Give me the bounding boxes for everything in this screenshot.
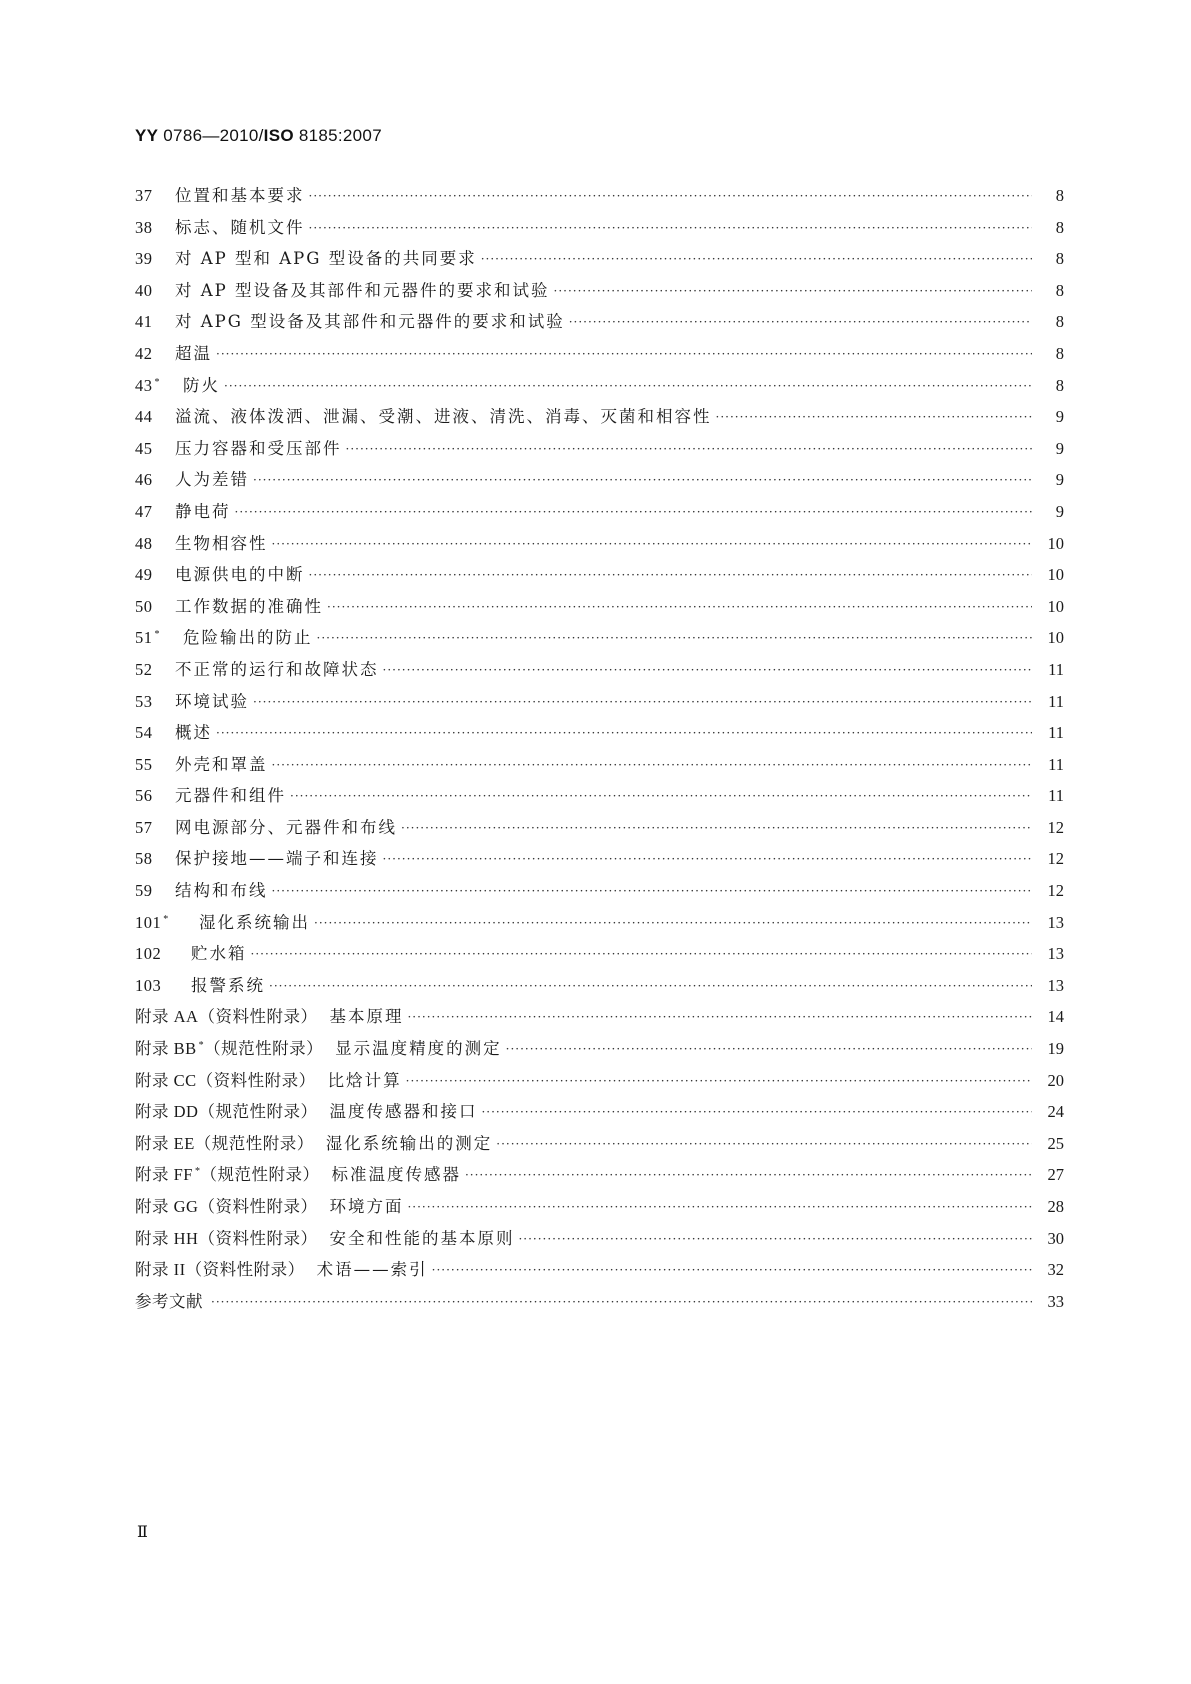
standard-code: 0786—2010/: [158, 126, 264, 145]
toc-entry-modified-marker: *: [154, 629, 160, 641]
toc-entry-number: [135, 1256, 309, 1280]
toc-leader-dots: [309, 568, 1033, 582]
toc-entry-number-text: 40: [135, 280, 153, 300]
toc-entry-number-text: 59: [135, 881, 153, 901]
toc-entry-number: [135, 218, 175, 238]
toc-entry-page: 25: [1047, 1133, 1064, 1153]
toc-entry-number-text: 39: [135, 249, 153, 269]
toc-entry-number-text: 103: [135, 975, 162, 995]
toc-entry-page: 13: [1047, 944, 1064, 964]
toc-entry-number: [135, 312, 175, 332]
toc-entry-number-text: 46: [135, 470, 153, 490]
toc-entry-number-text: 附录 FF: [135, 1165, 193, 1185]
toc-entry-title: 危险输出的防止: [183, 628, 313, 648]
toc-entry-number: [135, 1130, 318, 1154]
toc-leader-dots: [569, 315, 1032, 329]
standard-prefix: YY: [135, 126, 159, 145]
toc-entry-number-text: 45: [135, 438, 153, 458]
toc-entry[interactable]: [135, 403, 1064, 435]
toc-entry[interactable]: [135, 1003, 1064, 1035]
toc-leader-dots: [290, 789, 1032, 803]
toc-leader-dots: [251, 947, 1033, 961]
toc-entry-number: [135, 344, 175, 364]
toc-entry-title: 对 AP 型设备及其部件和元器件的要求和试验: [175, 280, 550, 300]
toc-entry-title: 静电荷: [175, 501, 231, 521]
toc-entry-title: 基本原理: [329, 1007, 404, 1027]
toc-entry[interactable]: [135, 877, 1064, 909]
toc-entry-annex-type: （规范性附录）: [204, 1039, 324, 1059]
toc-entry-number: [135, 470, 175, 490]
toc-entry-page: 8: [1055, 217, 1064, 237]
toc-entry-title: 贮水箱: [191, 944, 247, 964]
toc-entry-number-text: 附录 HH（资料性附录）: [135, 1228, 318, 1248]
toc-entry-title: 防火: [183, 375, 220, 395]
toc-entry[interactable]: [135, 1130, 1064, 1162]
toc-entry-title: 环境试验: [175, 691, 249, 711]
toc-entry-annex-type: （规范性附录）: [200, 1165, 320, 1185]
toc-entry-number: [135, 628, 175, 648]
toc-entry-number: [135, 186, 175, 206]
toc-entry-title: 位置和基本要求: [175, 186, 305, 205]
toc-entry[interactable]: [135, 814, 1064, 846]
page-header: [135, 126, 382, 146]
toc-entry[interactable]: [135, 782, 1064, 814]
toc-entry-page: 11: [1048, 691, 1064, 711]
toc-entry-page: 11: [1048, 659, 1064, 679]
toc-entry-number: [135, 1288, 207, 1312]
toc-entry-number-text: 53: [135, 691, 153, 711]
toc-entry-page: 27: [1047, 1165, 1064, 1185]
toc-leader-dots: [327, 600, 1032, 614]
toc-leader-dots: [383, 663, 1033, 677]
toc-entry-number: [135, 1067, 320, 1091]
toc-entry-page: 9: [1055, 470, 1064, 490]
toc-entry[interactable]: [135, 719, 1064, 751]
toc-entry-page: 12: [1047, 849, 1064, 869]
toc-leader-dots: [716, 410, 1033, 424]
toc-entry-page: 32: [1047, 1260, 1064, 1280]
toc-entry-number: [135, 944, 191, 964]
toc-entry-page: 33: [1047, 1291, 1064, 1311]
toc-leader-dots: [272, 884, 1033, 898]
toc-entry-title: 对 APG 型设备及其部件和元器件的要求和试验: [175, 312, 565, 332]
toc-entry-page: 24: [1047, 1102, 1064, 1122]
toc-entry-number: [135, 534, 175, 554]
toc-entry-title: 不正常的运行和故障状态: [175, 659, 379, 679]
toc-entry-number-text: 附录 GG（资料性附录）: [135, 1197, 318, 1216]
toc-entry[interactable]: [135, 1288, 1064, 1320]
toc-leader-dots: [216, 347, 1032, 361]
toc-leader-dots: [272, 537, 1033, 551]
toc-entry-title: 温度传感器和接口: [329, 1102, 478, 1122]
toc-entry[interactable]: [135, 909, 1064, 941]
toc-entry-number: [135, 597, 175, 617]
toc-entry-number: [135, 281, 175, 301]
toc-entry-page: 12: [1047, 817, 1064, 837]
toc-entry-number-text: 附录 II（资料性附录）: [135, 1260, 305, 1280]
iso-code: 8185:2007: [293, 126, 382, 145]
table-of-contents: [135, 182, 1064, 1319]
toc-entry[interactable]: [135, 372, 1064, 404]
toc-entry-title: 安全和性能的基本原则: [329, 1228, 515, 1248]
toc-entry-number-text: 52: [135, 659, 153, 679]
toc-entry-title: 电源供电的中断: [175, 565, 305, 585]
toc-entry[interactable]: [135, 466, 1064, 498]
toc-entry-title: 人为差错: [175, 470, 249, 490]
toc-entry-number-text: 附录 BB: [135, 1039, 197, 1059]
toc-entry-number-text: 附录 EE（规范性附录）: [135, 1133, 314, 1153]
toc-entry-page: 9: [1055, 501, 1064, 521]
toc-entry-number-text: 37: [135, 186, 153, 205]
toc-leader-dots: [309, 221, 1033, 235]
toc-entry-modified-marker: *: [194, 1166, 201, 1178]
toc-entry[interactable]: [135, 972, 1064, 1004]
toc-entry-title: 湿化系统输出的测定: [325, 1133, 493, 1153]
toc-entry[interactable]: [135, 845, 1064, 877]
toc-entry-number: [135, 818, 175, 838]
toc-entry[interactable]: [135, 751, 1064, 783]
toc-leader-dots: [253, 695, 1032, 709]
toc-entry-number: [135, 407, 175, 427]
toc-entry-number: [135, 1193, 321, 1217]
toc-entry[interactable]: [135, 340, 1064, 372]
toc-entry-number: [135, 376, 175, 396]
toc-entry-page: 11: [1048, 723, 1064, 743]
toc-entry-number: [135, 976, 191, 996]
toc-entry-number: [135, 723, 175, 743]
toc-entry-page: 8: [1055, 186, 1064, 205]
toc-entry-title: 标志、随机文件: [175, 217, 305, 237]
toc-entry-number-text: 41: [135, 312, 153, 332]
toc-entry-title: 元器件和组件: [175, 786, 286, 806]
toc-entry-page: 10: [1047, 628, 1064, 648]
toc-entry-number: [135, 502, 175, 522]
toc-entry-title: 工作数据的准确性: [175, 596, 323, 616]
toc-leader-dots: [269, 979, 1032, 993]
toc-entry-page: 10: [1047, 596, 1064, 616]
toc-entry[interactable]: [135, 182, 1064, 214]
toc-leader-dots: [383, 852, 1033, 866]
toc-entry[interactable]: [135, 498, 1064, 530]
toc-entry-number: [135, 913, 191, 933]
toc-entry-modified-marker: *: [154, 376, 160, 388]
toc-entry-number-text: 55: [135, 754, 153, 774]
toc-leader-dots: [309, 189, 1033, 203]
toc-leader-dots: [407, 1200, 1032, 1214]
toc-entry-page: 20: [1047, 1070, 1064, 1090]
toc-entry[interactable]: [135, 1067, 1064, 1099]
toc-leader-dots: [317, 631, 1033, 645]
toc-entry[interactable]: [135, 245, 1064, 277]
toc-entry-title: 术语——索引: [316, 1260, 428, 1280]
toc-entry-title: 结构和布线: [175, 881, 268, 901]
toc-entry-number-text: 51: [135, 628, 153, 648]
toc-entry[interactable]: [135, 1225, 1064, 1257]
toc-leader-dots: [224, 379, 1032, 393]
toc-leader-dots: [432, 1263, 1032, 1277]
toc-entry[interactable]: [135, 214, 1064, 246]
toc-entry-number-text: 38: [135, 217, 153, 237]
toc-entry-title: 环境方面: [329, 1197, 404, 1216]
toc-leader-dots: [314, 916, 1032, 930]
toc-entry[interactable]: [135, 1193, 1064, 1225]
toc-entry-number: [135, 660, 175, 680]
toc-entry-number: [135, 1035, 327, 1059]
toc-entry[interactable]: [135, 435, 1064, 467]
toc-entry-number: [135, 249, 175, 269]
toc-leader-dots: [407, 1010, 1032, 1024]
toc-entry-page: 10: [1047, 565, 1064, 585]
toc-entry-number-text: 50: [135, 596, 153, 616]
toc-entry-number-text: 附录 DD（规范性附录）: [135, 1102, 318, 1122]
toc-leader-dots: [253, 473, 1032, 487]
toc-entry-title: 网电源部分、元器件和布线: [175, 817, 397, 837]
toc-entry[interactable]: [135, 656, 1064, 688]
toc-leader-dots: [235, 505, 1033, 519]
toc-leader-dots: [554, 284, 1032, 298]
toc-entry[interactable]: [135, 277, 1064, 309]
toc-entry-number-text: 48: [135, 533, 153, 553]
toc-entry-title: 溢流、液体泼洒、泄漏、受潮、进液、清洗、消毒、灭菌和相容性: [175, 407, 712, 427]
toc-entry[interactable]: [135, 1256, 1064, 1288]
toc-entry[interactable]: [135, 1161, 1064, 1193]
toc-entry-title: 显示温度精度的测定: [335, 1039, 502, 1059]
toc-leader-dots: [216, 726, 1032, 740]
toc-entry-number-text: 42: [135, 343, 153, 363]
toc-entry-page: 8: [1055, 343, 1064, 363]
iso-prefix: ISO: [263, 126, 294, 145]
toc-entry-title: 湿化系统输出: [199, 912, 310, 932]
toc-entry[interactable]: [135, 624, 1064, 656]
toc-entry-page: 8: [1055, 375, 1064, 395]
toc-entry-number: [135, 565, 175, 585]
toc-leader-dots: [496, 1137, 1032, 1151]
toc-entry-number: [135, 439, 175, 459]
toc-entry-title: 对 AP 型和 APG 型设备的共同要求: [175, 249, 477, 269]
toc-entry-number: [135, 1161, 323, 1185]
toc-entry-title: 压力容器和受压部件: [175, 438, 342, 458]
toc-leader-dots: [518, 1232, 1032, 1246]
toc-entry[interactable]: [135, 940, 1064, 972]
toc-entry-number: [135, 786, 175, 806]
toc-entry-page: 8: [1055, 312, 1064, 332]
toc-entry[interactable]: [135, 308, 1064, 340]
toc-leader-dots: [401, 821, 1032, 835]
toc-entry[interactable]: [135, 688, 1064, 720]
toc-entry-number-text: 57: [135, 817, 153, 837]
toc-entry-page: 13: [1047, 912, 1064, 932]
toc-entry-page: 8: [1055, 280, 1064, 300]
toc-entry-title: 生物相容性: [175, 533, 268, 553]
toc-leader-dots: [406, 1074, 1032, 1088]
toc-leader-dots: [272, 758, 1033, 772]
toc-entry-page: 11: [1048, 786, 1064, 806]
toc-entry-number-text: 47: [135, 501, 153, 521]
toc-leader-dots: [465, 1168, 1032, 1182]
toc-entry-title: 标准温度传感器: [331, 1165, 461, 1185]
toc-leader-dots: [506, 1042, 1032, 1056]
toc-entry-number: [135, 1003, 321, 1027]
toc-entry-number-text: 58: [135, 849, 153, 869]
toc-entry-number: [135, 849, 175, 869]
toc-entry-page: 14: [1047, 1007, 1064, 1027]
toc-leader-dots: [346, 442, 1033, 456]
toc-entry-number-text: 附录 AA（资料性附录）: [135, 1007, 318, 1027]
toc-entry-title: 超温: [175, 343, 212, 363]
toc-entry-number-text: 43: [135, 375, 153, 395]
toc-entry-title: 比焓计算: [327, 1070, 402, 1090]
toc-entry-number-text: 54: [135, 723, 153, 743]
toc-entry-number-text: 56: [135, 786, 153, 806]
toc-entry-number-text: 附录 CC（资料性附录）: [135, 1070, 316, 1090]
toc-entry-number-text: 102: [135, 944, 162, 964]
toc-entry-number-text: 参考文献: [135, 1291, 203, 1311]
toc-entry-number: [135, 1098, 321, 1122]
toc-entry-number-text: 44: [135, 407, 153, 427]
toc-entry-number: [135, 1225, 321, 1249]
toc-entry-number: [135, 692, 175, 712]
toc-entry-page: 9: [1055, 407, 1064, 427]
toc-entry-page: 12: [1047, 881, 1064, 901]
toc-entry[interactable]: [135, 1098, 1064, 1130]
toc-entry-page: 28: [1047, 1197, 1064, 1216]
toc-leader-dots: [481, 1105, 1032, 1119]
toc-leader-dots: [481, 252, 1032, 266]
toc-entry-number-text: 49: [135, 565, 153, 585]
toc-entry-title: 报警系统: [191, 975, 265, 995]
toc-entry[interactable]: [135, 530, 1064, 562]
page-number: Ⅱ: [137, 1524, 148, 1541]
toc-entry-page: 10: [1047, 533, 1064, 553]
toc-entry-page: 19: [1047, 1039, 1064, 1059]
toc-entry-number: [135, 881, 175, 901]
toc-entry-modified-marker: *: [163, 913, 169, 925]
toc-entry-page: 9: [1055, 438, 1064, 458]
toc-entry-number-text: 101: [135, 912, 162, 932]
toc-entry-page: 13: [1047, 975, 1064, 995]
toc-leader-dots: [211, 1295, 1032, 1309]
toc-entry[interactable]: [135, 593, 1064, 625]
toc-entry-title: 外壳和罩盖: [175, 754, 268, 774]
toc-entry-number: [135, 755, 175, 775]
toc-entry-title: 保护接地——端子和连接: [175, 849, 379, 869]
toc-entry-page: 11: [1048, 754, 1064, 774]
toc-entry-page: 30: [1047, 1228, 1064, 1248]
toc-entry[interactable]: [135, 1035, 1064, 1067]
toc-entry[interactable]: [135, 561, 1064, 593]
toc-entry-page: 8: [1055, 249, 1064, 269]
toc-entry-modified-marker: *: [198, 1040, 205, 1052]
toc-entry-title: 概述: [175, 723, 212, 743]
